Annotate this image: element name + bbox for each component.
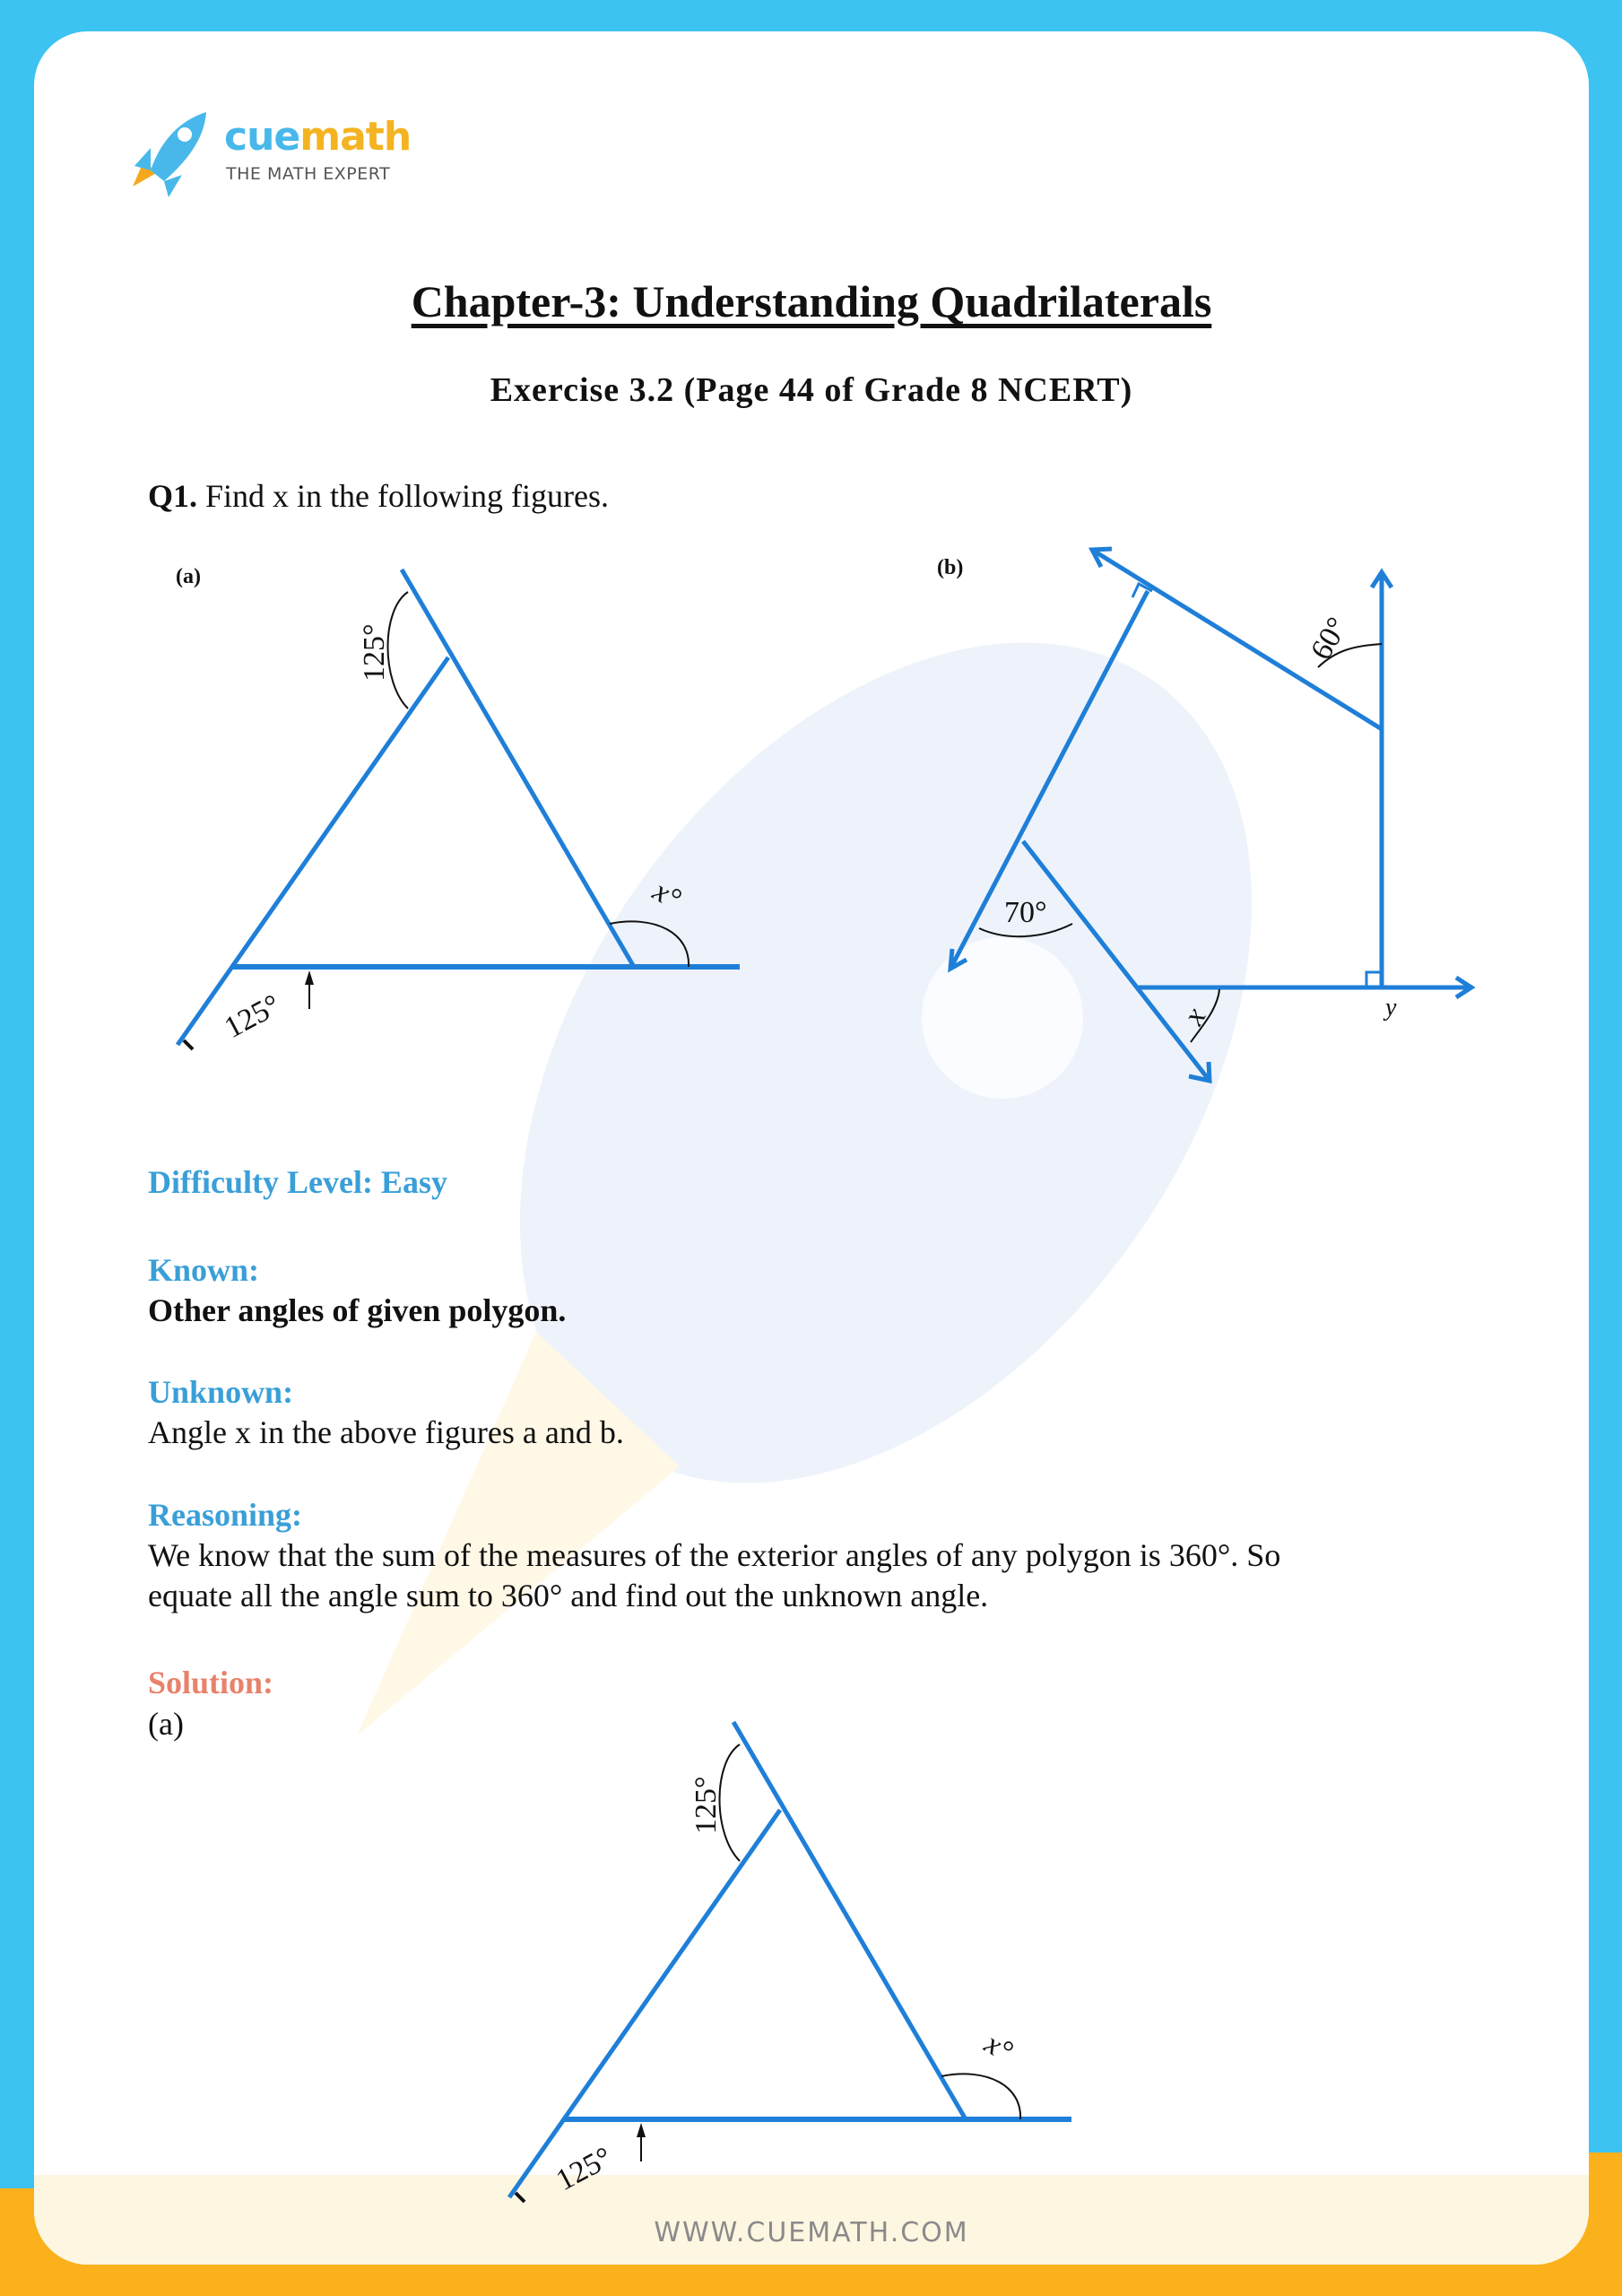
question-1: Q1. Find x in the following figures. xyxy=(148,478,609,514)
logo-wordmark: cuemath xyxy=(224,114,412,160)
figure-b xyxy=(937,549,1471,1081)
reasoning-line-1: We know that the sum of the measures of the exterior angles of any polygon is 360°. So xyxy=(148,1537,1281,1573)
known-heading: Known: xyxy=(148,1252,260,1288)
point-label-y: y xyxy=(1385,994,1397,1022)
angle-label-70: 70° xyxy=(1004,896,1047,929)
unknown-text: Angle x in the above figures a and b. xyxy=(148,1414,624,1450)
solution-angle-label-125-top: 125° xyxy=(690,1776,723,1834)
exercise-subtitle: Exercise 3.2 (Page 44 of Grade 8 NCERT) xyxy=(490,371,1133,409)
angle-label-x-b: x xyxy=(1176,1002,1213,1031)
logo-tagline: THE MATH EXPERT xyxy=(226,164,391,184)
solution-figure-a xyxy=(509,1722,1071,2202)
website-url: WWW.CUEMATH.COM xyxy=(654,2217,969,2248)
unknown-heading: Unknown: xyxy=(148,1374,294,1410)
chapter-title: Chapter-3: Understanding Quadrilaterals xyxy=(411,276,1212,326)
solution-heading: Solution: xyxy=(148,1665,274,1700)
figure-a-label: (a) xyxy=(176,565,201,588)
solution-part-a: (a) xyxy=(148,1706,184,1742)
angle-label-60: 60° xyxy=(1304,612,1355,665)
angle-label-125-top: 125° xyxy=(358,623,391,682)
angle-label-125-bottom: 125° xyxy=(219,988,286,1046)
figure-b-label: (b) xyxy=(937,556,964,579)
solution-angle-label-125-bottom: 125° xyxy=(551,2141,618,2198)
known-text: Other angles of given polygon. xyxy=(148,1292,567,1328)
reasoning-line-2: equate all the angle sum to 360° and find out the unknown angle. xyxy=(148,1578,989,1613)
reasoning-heading: Reasoning: xyxy=(148,1497,303,1533)
solution-angle-label-x: x° xyxy=(979,2026,1019,2069)
figure-a xyxy=(176,565,740,1049)
angle-label-x: x° xyxy=(647,874,687,917)
difficulty-level: Difficulty Level: Easy xyxy=(148,1164,447,1200)
